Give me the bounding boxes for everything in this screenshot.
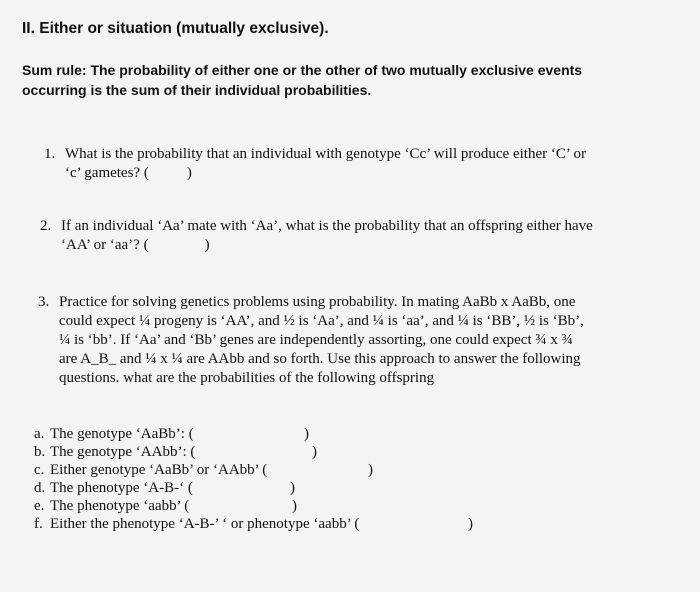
question-line: ¼ is ‘bb’. If ‘Aa’ and ‘Bb’ genes are independently assorting, one could expect ¾ x ¾ (59, 332, 573, 348)
question-line: are A_B_ and ¼ x ¼ are AAbb and so forth. Use this approach to answer the following (59, 351, 581, 367)
question-line: ‘AA’ or ‘aa’? ( ) (61, 237, 210, 253)
question-line: questions. what are the probabilities of the following offspring (59, 370, 435, 386)
answer-blank-close: ) (304, 426, 309, 442)
question-line: Practice for solving genetics problems using probability. In mating AaBb x AaBb, one (59, 294, 576, 310)
sum-rule-line-1: Sum rule: The probability of either one or the other of two mutually exclusive events (22, 62, 583, 78)
question-line: ‘c’ gametes? ( ) (65, 165, 192, 181)
section-heading: II. Either or situation (mutually exclusive). (22, 20, 329, 37)
answer-blank-close: ) (204, 237, 210, 253)
answer-blank-close: ) (290, 480, 295, 496)
answer-blank-close: ) (292, 498, 297, 514)
question-line: If an individual ‘Aa’ mate with ‘Aa’, what is the probability that an offspring either have (61, 218, 593, 234)
question-line: could expect ¼ progeny is ‘AA’, and ½ is ‘Aa’, and ¼ is ‘aa’, and ¼ is ‘BB’, ½ is ‘Bb’, (59, 313, 584, 329)
answer-blank-close: ) (468, 516, 473, 532)
answer-blank-close: ) (312, 444, 317, 460)
question-number: 2. (40, 218, 52, 234)
question-line: What is the probability that an individual with genotype ‘Cc’ will produce either ‘C’ or (65, 146, 586, 162)
sum-rule-line-2: occurring is the sum of their individual probabilities. (22, 82, 372, 98)
answer-blank-close: ) (368, 462, 373, 478)
worksheet-page: II. Either or situation (mutually exclusive). Sum rule: The probability of either one or the other of two mutually exclusive events occurring is the sum of their individual probabilities. 1. What is the probability that an individual with genotype ‘Cc’ will produce either ‘C’ or ‘c’ gametes? ( ) 2. If an individual ‘Aa’ mate with ‘Aa’, what is the probability that an offspring either have ‘AA’ or ‘aa’? ( ) 3. Practice for solving genetics problems using probability. In mating AaBb x AaBb, one could expect ¼ progeny is ‘AA’, and ½ is ‘Aa’, and ¼ is ‘aa’, and ¼ is ‘BB’, ½ is ‘Bb’, ¼ is ‘bb’. If ‘Aa’ and ‘Bb’ genes are independently assorting, one could expect ¾ x ¾ are A_B_ and ¼ x ¼ are AAbb and so forth. Use this approach to answer the following questions. what are the probabilities of the following offspring a. The genotype ‘AaBb’: ( ) b. The genotype ‘AAbb’: ( ) c. Either genotype ‘AaBb’ or ‘AAbb’ ( ) d. The phenotype ‘A-B-‘ ( ) e. The phenotype ‘aabb’ ( ) f. Either the phenotype ‘A-B-’ ‘ or phenotype ‘aabb’ ( ) (0, 0, 700, 592)
answer-blank-close: ) (186, 165, 192, 181)
sum-rule-definition (22, 60, 662, 100)
question-number: 1. (44, 146, 56, 162)
question-number: 3. (38, 294, 50, 310)
